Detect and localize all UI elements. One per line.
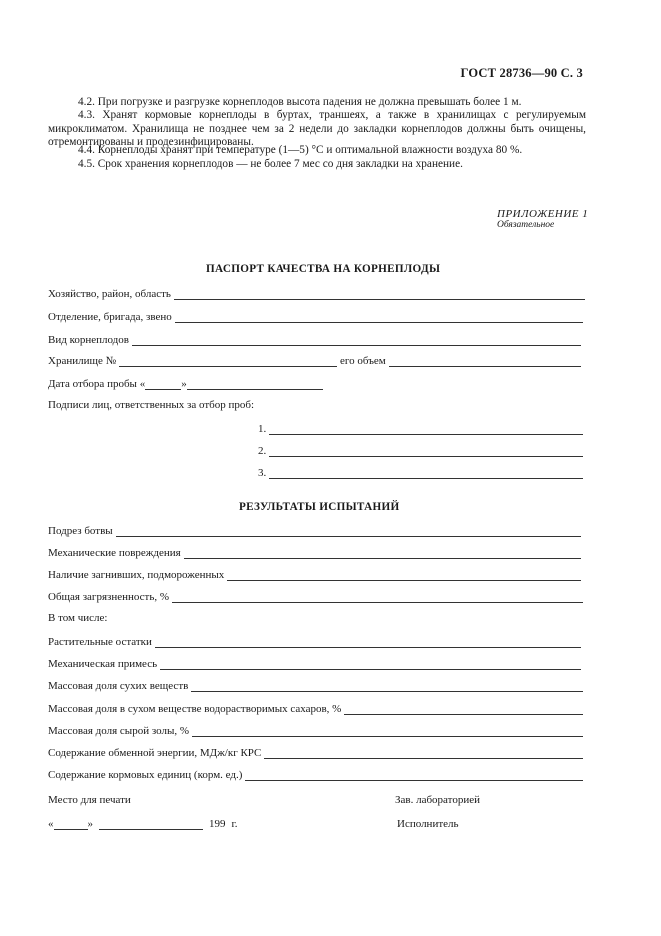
signature-2-number: 2. [258,445,267,457]
field-type-label: Вид корнеплодов [48,334,129,346]
field-farm-label: Хозяйство, район, область [48,288,171,300]
result-tops-cut[interactable] [48,523,581,537]
result-plant-residues-label: Растительные остатки [48,636,152,648]
result-sugars[interactable] [48,701,583,715]
footer-year-suffix: г. [231,818,238,830]
passport-title: ПАСПОРТ КАЧЕСТВА НА КОРНЕПЛОДЫ [206,263,441,275]
including-label: В том числе: [48,612,108,624]
field-storage[interactable] [48,353,337,367]
footer-date[interactable] [48,816,241,830]
result-feed-units[interactable] [48,767,583,781]
paragraph-4-4: 4.4. Корнеплоды хранят при температуре (1—5) °С и оптимальной влажности воздуха 80 %. [78,144,523,156]
stamp-place-label: Место для печати [48,794,131,806]
result-energy[interactable] [48,745,583,759]
result-feed-units-line[interactable] [245,770,583,781]
sample-date-prefix: Дата отбора пробы « [48,378,146,390]
appendix-label: ПРИЛОЖЕНИЕ 1 [497,208,589,220]
result-crude-ash[interactable] [48,723,583,737]
field-volume-label: его объем [340,355,386,367]
field-type-line[interactable] [132,335,581,346]
result-mech-damage-label: Механические повреждения [48,547,181,559]
sample-date-day-line[interactable] [145,379,181,390]
result-sugars-line[interactable] [344,704,583,715]
footer-year: 199 [209,818,226,830]
result-tops-cut-label: Подрез ботвы [48,525,113,537]
result-dry-matter-label: Массовая доля сухих веществ [48,680,189,692]
field-division[interactable] [48,309,583,323]
signature-1-number: 1. [258,423,267,435]
result-contamination[interactable] [48,589,583,603]
result-mech-impurity-label: Механическая примесь [48,658,158,670]
result-plant-residues[interactable] [48,634,581,648]
field-division-label: Отделение, бригада, звено [48,311,172,323]
result-rotten-line[interactable] [227,570,581,581]
result-plant-residues-line[interactable] [155,637,581,648]
field-farm[interactable] [48,286,585,300]
appendix-note: Обязательное [497,220,555,230]
result-dry-matter[interactable] [48,678,583,692]
field-type[interactable] [48,332,581,346]
executor-label: Исполнитель [397,818,459,830]
field-sample-date[interactable] [48,376,323,390]
field-storage-label: Хранилище № [48,355,117,367]
page-header: ГОСТ 28736—90 С. 3 [460,66,583,80]
signature-2-line[interactable] [269,446,583,457]
result-rotten-label: Наличие загнивших, подмороженных [48,569,225,581]
result-contamination-label: Общая загрязненность, % [48,591,170,603]
paragraph-4-5: 4.5. Срок хранения корнеплодов — не более 7 мес со дня закладки на хранение. [78,158,463,170]
signature-1-line[interactable] [269,424,583,435]
result-mech-impurity[interactable] [48,656,581,670]
signature-3[interactable] [258,465,583,479]
result-sugars-label: Массовая доля в сухом веществе водорастворимых сахаров, % [48,703,342,715]
result-crude-ash-label: Массовая доля сырой золы, % [48,725,190,737]
lab-head-label: Зав. лабораторией [395,794,480,806]
result-dry-matter-line[interactable] [191,681,583,692]
sample-date-month-line[interactable] [187,379,323,390]
result-energy-label: Содержание обменной энергии, МДж/кг КРС [48,747,262,759]
footer-date-day-line[interactable] [54,819,88,830]
signature-3-line[interactable] [269,468,583,479]
result-crude-ash-line[interactable] [192,726,583,737]
result-contamination-line[interactable] [172,592,583,603]
signature-2[interactable] [258,443,583,457]
result-tops-cut-line[interactable] [116,526,581,537]
result-mech-impurity-line[interactable] [160,659,581,670]
results-title: РЕЗУЛЬТАТЫ ИСПЫТАНИЙ [239,501,400,513]
field-volume-line[interactable] [389,356,581,367]
field-farm-line[interactable] [174,289,585,300]
paragraph-4-2: 4.2. При погрузке и разгрузке корнеплодов высота падения не должна превышать более 1 м. [78,96,522,108]
field-volume[interactable] [340,353,581,367]
footer-date-month-line[interactable] [99,819,203,830]
footer-date-close: » [87,818,93,830]
field-storage-line[interactable] [119,356,337,367]
result-mech-damage-line[interactable] [184,548,581,559]
result-rotten[interactable] [48,567,581,581]
result-mech-damage[interactable] [48,545,581,559]
signatures-label: Подписи лиц, ответственных за отбор проб: [48,399,255,411]
footer-date-open: « [48,818,54,830]
field-division-line[interactable] [175,312,583,323]
paragraph-4-3: 4.3. Хранят кормовые корнеплоды в буртах, траншеях, а также в хранилищах с регулируемым микроклиматом. Хранилища не позднее чем за 2 недели до закладки корнеплодов должны быть очищены, отремонтированы и продезинфицированы. [48,109,586,149]
sample-date-mid: » [181,378,187,390]
result-energy-line[interactable] [264,748,583,759]
result-feed-units-label: Содержание кормовых единиц (корм. ед.) [48,769,243,781]
signature-1[interactable] [258,421,583,435]
signature-3-number: 3. [258,467,267,479]
